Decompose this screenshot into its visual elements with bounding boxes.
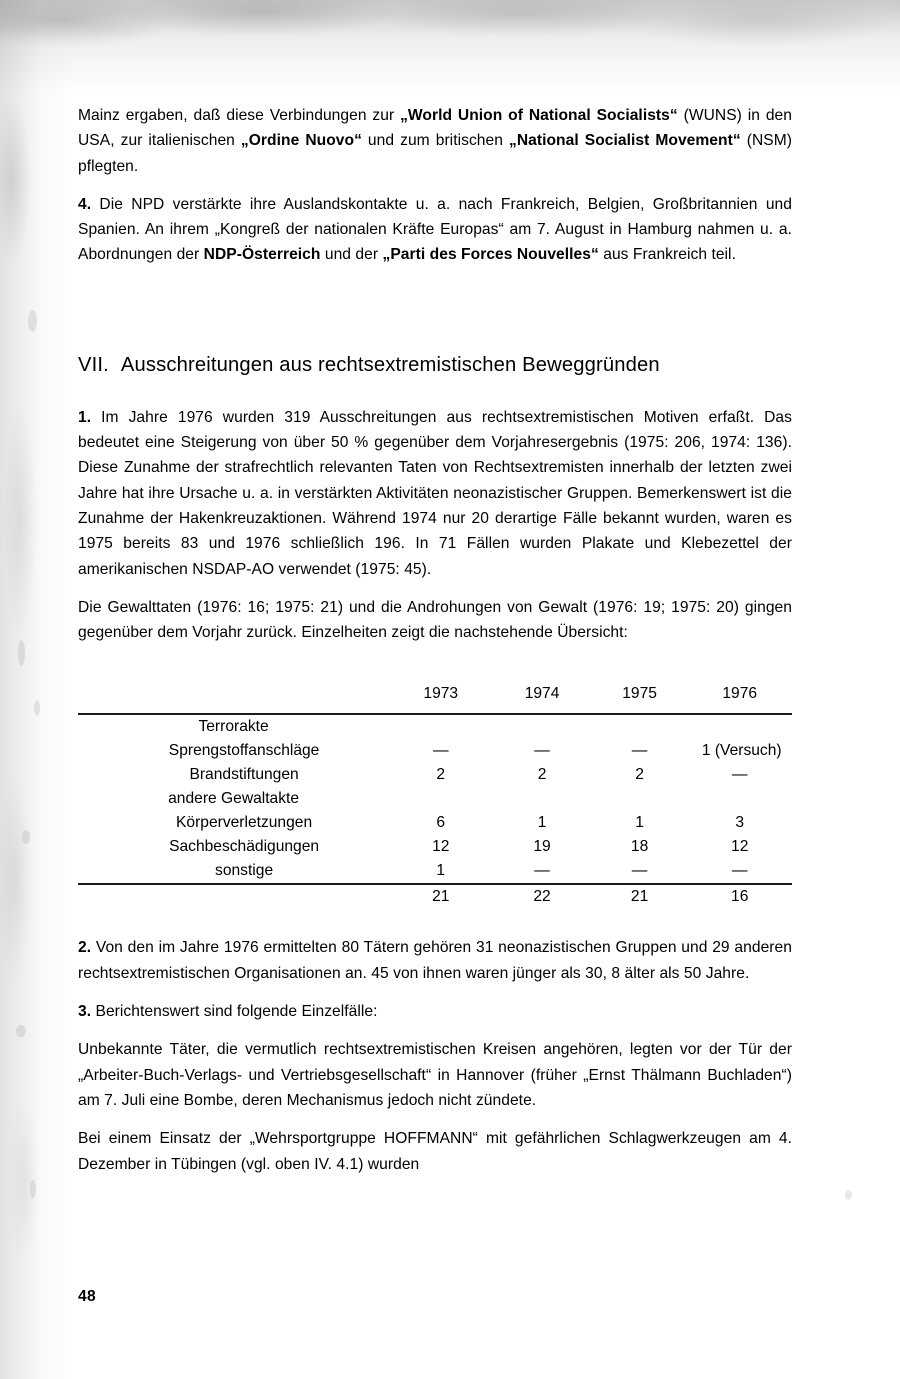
table-row	[78, 811, 792, 835]
org-name-nsm: „National Socialist Movement“	[508, 132, 741, 150]
section-heading	[78, 351, 792, 379]
paragraph-case-2	[78, 1126, 792, 1177]
org-name-ordine-nuovo: „Ordine Nuovo“	[240, 132, 362, 150]
org-name-parti-des-forces-nouvelles: „Parti des Forces Nouvelles“	[382, 246, 599, 264]
paragraph-case-1	[78, 1037, 792, 1113]
top-margin-spacer	[78, 0, 792, 103]
row-value: 2	[537, 766, 547, 784]
paragraph-item-1	[78, 405, 792, 582]
row-label-sonstige: sonstige	[215, 862, 274, 880]
table-row	[78, 859, 792, 884]
item-4-text-2: und der	[320, 246, 383, 264]
row-label-sprengstoffanschlaege: Sprengstoffanschläge	[168, 742, 320, 760]
paragraph-item-4	[78, 192, 792, 268]
totals-value: 21	[389, 884, 492, 909]
row-label-terrorakte: Terrorakte	[78, 714, 389, 739]
row-value	[687, 714, 792, 739]
table-row	[78, 739, 792, 763]
paragraph-item-3	[78, 999, 792, 1024]
intro-text-1: Mainz ergaben, daß diese Verbindungen zur	[78, 107, 401, 124]
section-number: VII.	[78, 353, 109, 376]
row-label-brandstiftungen: Brandstiftungen	[189, 766, 299, 784]
paragraph-item-2	[78, 935, 792, 986]
item-1-text: Im Jahre 1976 wurden 319 Ausschreitungen aus rechtsextremistischen Motiven erfaßt. Das bedeutet eine Steigerung von über 50 % gegenüber dem Vorjahresergebnis (1975: 206, 1974: 136). Diese Zunahme der strafrechtlich relevanten Taten von Rechtsextremisten innerhalb der letzten zwei Jahre hat ihre Ursache u. a. in verstärkten Aktivitäten neonazistischer Gruppen. Bemerkenswert ist die Zunahme der Hakenkreuzaktionen. Während 1974 nur 20 derartige Fälle bekannt wurden, waren es 1975 bereits 83 und 1976 schließlich 196. In 71 Fällen wurden Plakate und Klebezettel der amerikanischen NSDAP-AO verwendet (1975: 45).	[78, 408, 792, 578]
row-value: 19	[533, 838, 551, 856]
paragraph-intro	[78, 103, 792, 179]
case-1-text: Unbekannte Täter, die vermutlich rechtsextremistischen Kreisen angehören, legten vor der Tür der „Arbeiter-Buch-Verlags- und Vertriebsgesellschaft“ in Hannover (früher „Ernst Thälmann Buchladen“) am 7. Juli eine Bombe, deren Mechanismus jedoch nicht zündete.	[78, 1041, 792, 1109]
item-4-marker: 4.	[78, 195, 92, 213]
row-value: —	[534, 862, 550, 880]
paragraph-gewalttaten	[78, 595, 792, 646]
row-value: 2	[436, 766, 446, 784]
totals-value: 22	[492, 884, 591, 909]
totals-value: 21	[592, 884, 688, 909]
section-title: Ausschreitungen aus rechtsextremistischen Beweggründen	[120, 353, 660, 376]
totals-value: 16	[687, 884, 792, 909]
row-value: 1	[436, 862, 446, 880]
table-totals-row	[78, 884, 792, 909]
row-value	[492, 714, 591, 739]
row-value: —	[731, 766, 748, 784]
table-header-year-1973: 1973	[423, 685, 459, 703]
row-value: 18	[630, 838, 649, 856]
table-row	[78, 835, 792, 859]
row-label-koerperverletzungen: Körperverletzungen	[176, 814, 313, 832]
case-2-text: Bei einem Einsatz der „Wehrsportgruppe HOFFMANN“ mit gefährlichen Schlagwerkzeugen am 4. Dezember in Tübingen (vgl. oben IV. 4.1) wurden	[78, 1130, 792, 1173]
row-value: —	[631, 742, 648, 760]
org-name-wuns: „World Union of National Socialists“	[400, 107, 678, 124]
gewalttaten-text: Die Gewalttaten (1976: 16; 1975: 21) und die Androhungen von Gewalt (1976: 19; 1975: 20) gingen gegenüber dem Vorjahr zurück. Einzelheiten zeigt die nachstehende Übersicht:	[78, 598, 792, 642]
table-header-year-1975: 1975	[622, 685, 657, 703]
item-3-text: Berichtenswert sind folgende Einzelfälle:	[91, 1003, 378, 1021]
scan-shadow-left-edge	[0, 0, 74, 1379]
row-value: —	[432, 742, 449, 760]
table-row	[78, 787, 792, 811]
row-value: —	[534, 742, 550, 760]
page-number: 48	[78, 1288, 96, 1305]
item-1-marker: 1.	[78, 408, 92, 426]
scan-speckle	[28, 310, 37, 332]
item-4-text-1: Die NPD verstärkte ihre Auslandskontakte u. a. nach Frankreich, Belgien, Großbritannien und Spanien. An ihrem „Kongreß der nationalen Kräfte Europas“ am 7. August in Hamburg nahmen u. a. Abordnungen der	[78, 195, 792, 264]
row-value: 6	[436, 814, 446, 832]
item-2-text: Von den im Jahre 1976 ermittelten 80 Tätern gehören 31 neonazistischen Gruppen und 29 anderen rechtsextremistischen Organisationen an. 45 von ihnen waren jünger als 30, 8 älter als 50 Jahre.	[78, 939, 792, 982]
intro-text-2: (WUNS) in den USA, zur italienischen	[78, 107, 792, 150]
scan-speckle	[30, 1180, 36, 1198]
intro-text-3: und zum britischen	[361, 132, 509, 150]
table-header-year-1974: 1974	[524, 685, 560, 703]
row-value: —	[631, 862, 648, 880]
intro-text-4: (NSM) pflegten.	[78, 132, 792, 175]
totals-label	[78, 884, 389, 909]
pre-heading-spacer	[78, 281, 792, 351]
scan-speckle	[22, 830, 30, 844]
row-value	[389, 787, 492, 811]
row-value: 3	[735, 814, 745, 832]
row-value: 12	[432, 838, 450, 856]
statistics-table	[78, 682, 792, 909]
table-header-row	[78, 682, 792, 714]
table-row	[78, 763, 792, 787]
pre-table-spacer	[78, 658, 792, 682]
scan-speckle	[845, 1190, 852, 1200]
scan-speckle	[16, 1025, 26, 1037]
scan-speckle	[18, 640, 25, 666]
row-value: 12	[731, 838, 749, 856]
post-heading-spacer	[78, 379, 792, 405]
row-value: —	[731, 862, 748, 880]
row-label-andere-gewaltakte: andere Gewaltakte	[168, 790, 300, 808]
row-value: 2	[635, 766, 644, 784]
page-content	[78, 0, 792, 1190]
row-value	[592, 714, 688, 739]
org-name-ndp-oesterreich: NDP-Österreich	[203, 246, 321, 264]
row-label-sachbeschaedigungen: Sachbeschädigungen	[169, 838, 320, 856]
table-header-label	[78, 682, 389, 714]
row-value	[389, 714, 492, 739]
table-header-year-1976: 1976	[722, 685, 758, 703]
row-value	[492, 787, 591, 811]
row-value	[592, 787, 688, 811]
table-row	[78, 714, 792, 739]
scan-speckle	[34, 700, 40, 716]
post-table-spacer	[78, 909, 792, 935]
row-value: 1	[537, 814, 547, 832]
row-value: 1 (Versuch)	[701, 742, 782, 760]
row-value: 1	[635, 814, 644, 832]
item-4-text-3: aus Frankreich teil.	[598, 246, 736, 264]
item-3-marker: 3.	[78, 1003, 92, 1021]
item-2-marker: 2.	[78, 939, 92, 957]
row-value	[687, 787, 792, 811]
